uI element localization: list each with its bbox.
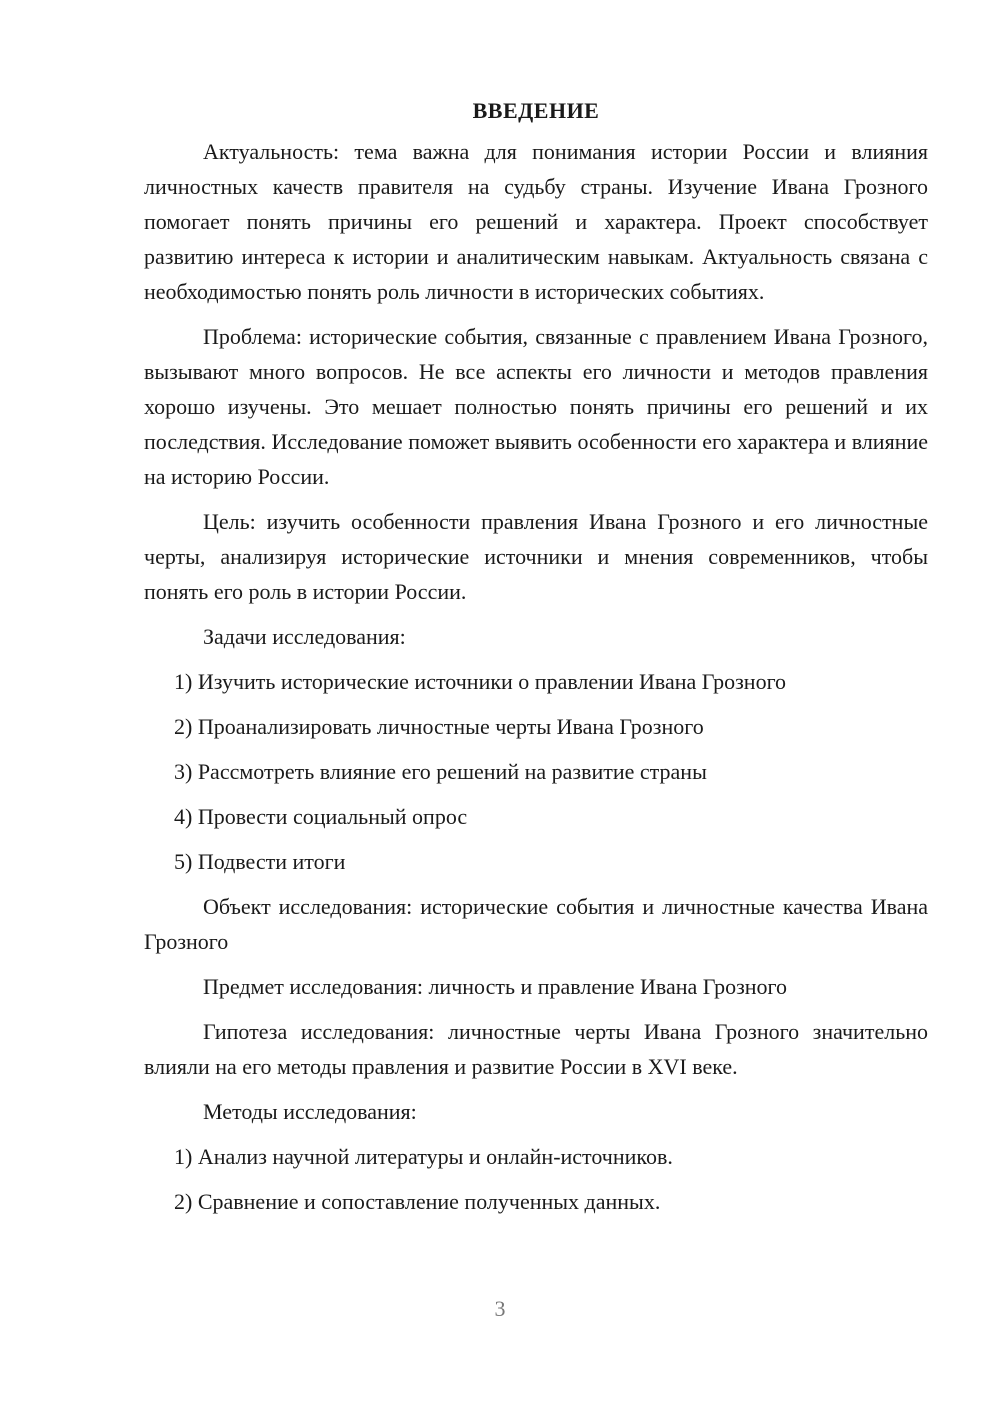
methods-title: Методы исследования: — [203, 1099, 417, 1124]
list-item: 4) Провести социальный опрос — [174, 804, 468, 829]
page-number: 3 — [494, 1296, 506, 1321]
list-item: 2) Сравнение и сопоставление полученных данных. — [174, 1189, 661, 1214]
section-heading: ВВЕДЕНИЕ — [472, 98, 600, 123]
goal-paragraph: Цель: изучить особенности правления Ивана Грозного и его личностные черты, анализируя исторические источники и мнения современников, чтобы понять его роль в истории России. — [144, 509, 928, 604]
methods-list — [144, 1139, 928, 1219]
relevance-paragraph: Актуальность: тема важна для понимания истории России и влияния личностных качеств правителя на судьбу страны. Изучение Ивана Грозного помогает понять причины его решений и характера. Проект способствует развитию интереса к истории и аналитическим навыкам. Актуальность связана с необходимостью понять роль личности в исторических событиях. — [144, 139, 928, 304]
list-item: 2) Проанализировать личностные черты Ивана Грозного — [174, 714, 704, 739]
problem-paragraph: Проблема: исторические события, связанные с правлением Ивана Грозного, вызывают много вопросов. Не все аспекты его личности и методов правления хорошо изучены. Это мешает полностью понять причины его решений и их последствия. Исследование поможет выявить особенности его характера и влияние на историю России. — [144, 324, 928, 489]
list-item: 1) Изучить исторические источники о правлении Ивана Грозного — [174, 669, 787, 694]
tasks-list — [144, 664, 928, 879]
subject-paragraph: Предмет исследования: личность и правление Ивана Грозного — [203, 974, 788, 999]
list-item: 3) Рассмотреть влияние его решений на развитие страны — [174, 759, 707, 784]
object-paragraph: Объект исследования: исторические события и личностные качества Ивана Грозного — [144, 894, 928, 954]
list-item: 5) Подвести итоги — [174, 849, 346, 874]
list-item: 1) Анализ научной литературы и онлайн-источников. — [174, 1144, 673, 1169]
document-page — [144, 96, 928, 1229]
tasks-title: Задачи исследования: — [203, 624, 406, 649]
hypothesis-paragraph: Гипотеза исследования: личностные черты Ивана Грозного значительно влияли на его методы правления и развитие России в XVI веке. — [144, 1019, 928, 1079]
